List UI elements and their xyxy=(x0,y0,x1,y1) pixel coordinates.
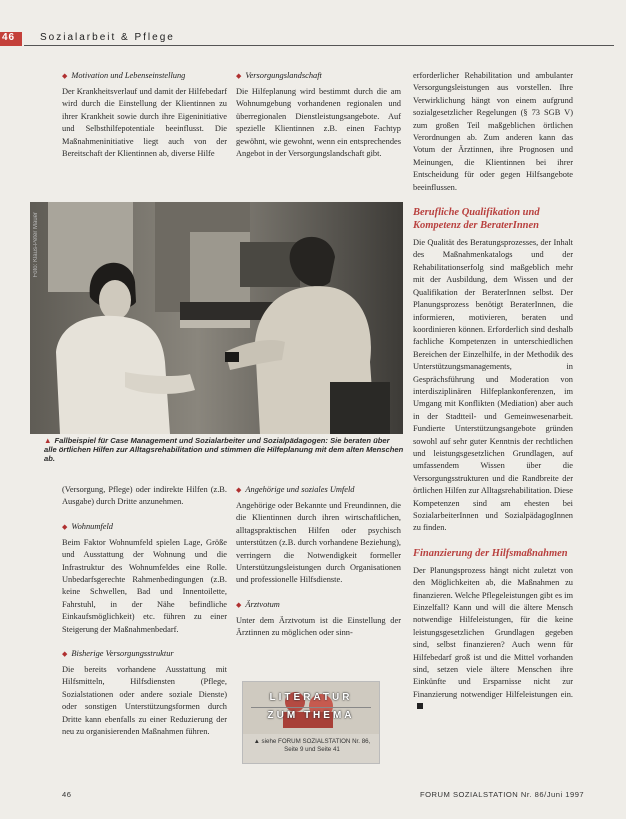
literature-title-2: ZUM THEMA xyxy=(267,710,355,721)
column-3 xyxy=(413,70,573,714)
literature-title-1: LITERATUR xyxy=(269,692,353,703)
paragraph-finanzierung: Der Planungsprozess hängt nicht zuletzt von den Möglichkeiten ab, die Maßnahmen zu finanzieren. Welche Pflegeleistungen gibt es im Einzelfall? Kann und will die ältere Mensch notwendige Hilfeleistungen, für die keine leistungsgesetzlichen Grundlagen gegeben sind, selbst finanzieren? Auch wenn für Hilfebedarf groß ist und die Mittel vorhanden sind, setzen viele ältere Menschen ihre Einkünfte und Ersparnisse nicht zur Finanzierung notwendiger Hilfeleistungen ein. xyxy=(413,565,573,714)
subheading-versorgungsstruktur: ◆ Bisherige Versorgungsstruktur xyxy=(62,649,174,659)
column-2-bottom xyxy=(236,484,401,640)
subheading-aerztvotum: ◆ Ärztvotum xyxy=(236,599,280,609)
subheading-versorgungslandschaft: ◆ Versorgungslandschaft xyxy=(236,71,322,80)
paragraph-lead: (Versorgung, Pflege) oder indirekte Hilfen (z.B. Ausgabe) durch Dritte anzunehmen. xyxy=(62,485,227,507)
photo-illustration xyxy=(30,202,403,434)
section-heading-finanzierung: Finanzierung der Hilfsmaßnahmen xyxy=(413,547,568,559)
paragraph-versorgungsstruktur: Die bereits vorhandene Ausstattung mit Hilfsmitteln, Hilfsdiensten (Pflege, Sozialstationen oder andere soziale Dienste) oder sonstigen Unterstützungsformen durch Dritte kann ebenfalls zu einer Reduzierung der neu zu organisierenden Maßnahmen führen. xyxy=(62,665,227,737)
photo-caption: ▲ Fallbeispiel für Case Management und Sozialarbeiter und Sozialpädagogen: Sie beraten über alle örtlichen Hilfen zur Alltagsrehabilitation und stimmen die Hilfeplanung mit dem alten Menschen ab. xyxy=(44,436,404,464)
literature-rule xyxy=(251,707,371,708)
paragraph-angehoerige: Angehörige oder Bekannte und Freundinnen, die die Klientinnen durch ihren wirtschaftlichen, alltagspraktischen Hilfen oder psychisch unterstützen (z.B. durch vorhandene Beziehung), verringern die Notwendigkeit formeller Unterstützungsleistungen durch Organisationen und professionelle Hilfsdienste. xyxy=(236,501,401,585)
column-1-top xyxy=(62,70,227,160)
footer-journal: FORUM SOZIALSTATION Nr. 86/Juni 1997 xyxy=(420,790,585,799)
photo-credit: Foto: Klaus-Peter Mauer xyxy=(33,212,39,278)
column-1-bottom xyxy=(62,484,227,739)
paragraph-wohnumfeld: Beim Faktor Wohnumfeld spielen Lage, Größe und Ausstattung der Wohnung und die Infrastruktur des Wohnumfeldes eine Rolle. Unbedarfsgerechte Rahmenbedingungen (z.B. keine Schwellen, Bad und Innentoilette, Fahrstuhl, in der Nähe befindliche Einkaufsmöglichkeit) etc. führen zu einer Steigerung der Maßnahmenbedarf. xyxy=(62,537,227,634)
subheading-angehoerige: ◆ Angehörige und soziales Umfeld xyxy=(236,485,355,494)
paragraph-versorgungslandschaft: Die Hilfeplanung wird bestimmt durch die am Wohnumgebung vorhandenen regionalen und überregionalen Dienstleistungsangebote. Auf spezielle Klientinnen z.B. einen Fachtyp gewöhnt, wie gewohnt, wenn ein entsprechendes Angebot in der Versorgungslandschaft gibt. xyxy=(236,87,401,159)
literature-note: ▲ siehe FORUM SOZIALSTATION Nr. 86, Seite 9 und Seite 41 xyxy=(253,738,371,753)
header-page-tag: 46 xyxy=(2,32,16,43)
photo-consultation xyxy=(30,202,403,434)
paragraph-aerztvotum: Unter dem Ärztvotum ist die Einstellung der Ärztinnen zu möglichen oder sinn- xyxy=(236,615,401,638)
footer-page-number: 46 xyxy=(62,790,72,799)
paragraph-qualifikation: Die Qualität des Beratungsprozesses, der Inhalt des Maßnahmenkatalogs und der Rehabilitationserfolg sind maßgeblich mehr mit der Ausbildung, dem Wissen und der Qualifikation der BeraterInnen selbst. Der Planungsprozess benötigt BeraterInnen, die informieren, motivieren, beraten und koordinieren können. Erforderlich sind deshalb fachliche Kompetenzen in unterschiedlichen Bereichen der Einzelhilfe, in der Methodik des Unterstützungsmanagements, in Gesprächsführung und Moderation von interdisziplinären Hilfeplankonferenzen, im Umgang mit Konflikten (Mediation) aber auch in der Stadtteil- und Gemeinwesenarbeit. Fundierte Unterstützungsangebote gründen sowohl auf sehr guter Kenntnis der rechtlichen und leistungsgesetzlichen Grundlagen, auf umfassendem Wissen über die Versorgungsstrukturen und die Randbreite der örtlichen Hilfen zur Alltagsrehabilitation. Diese Kompetenzen sind am ehesten bei SozialarbeiterInnen und SozialpädagogInnen zu finden. xyxy=(413,238,573,533)
subheading-motivation: ◆ Motivation und Lebenseinstellung xyxy=(62,71,186,80)
end-mark xyxy=(417,703,423,709)
section-heading-qualifikation: Berufliche Qualifikation und Kompetenz der BeraterInnen xyxy=(413,207,540,232)
subheading-wohnumfeld: ◆ Wohnumfeld xyxy=(62,521,113,531)
header-title: Sozialarbeit & Pflege xyxy=(40,32,175,43)
column-2-top xyxy=(236,70,401,160)
literature-box-art xyxy=(243,682,379,734)
literature-box xyxy=(242,681,380,764)
paragraph-motivation: Der Krankheitsverlauf und damit der Hilfebedarf wird durch die Einstellung der Klientinnen zu ihrer Krankheit sowie durch ihre Eigeninitiative und Selbsthilfepotentiale beeinflusst. Die Maßnahmeninitiative liegt auch von der Bereitschaft der Klientinnen ab, diverse Hilfe xyxy=(62,87,227,159)
paragraph-col3-top: erforderlicher Rehabilitation und ambulanter Versorgungsleistungen aus vorstellen. Ihre Verwirklichung hängt von einem aufgrund sozialgesetzlicher Regelungen (§ 73 SGB V) zum großen Teil maßgeblichen örtlichen Verordnungen ab. Zum anderen kann das Votum der Ärztinnen, ihre Prognosen und Meinungen, die Klientinnen bei ihrer Entscheidung für oder gegen Hilfsangebote beeinflussen. xyxy=(413,71,573,192)
header-rule xyxy=(24,45,614,46)
